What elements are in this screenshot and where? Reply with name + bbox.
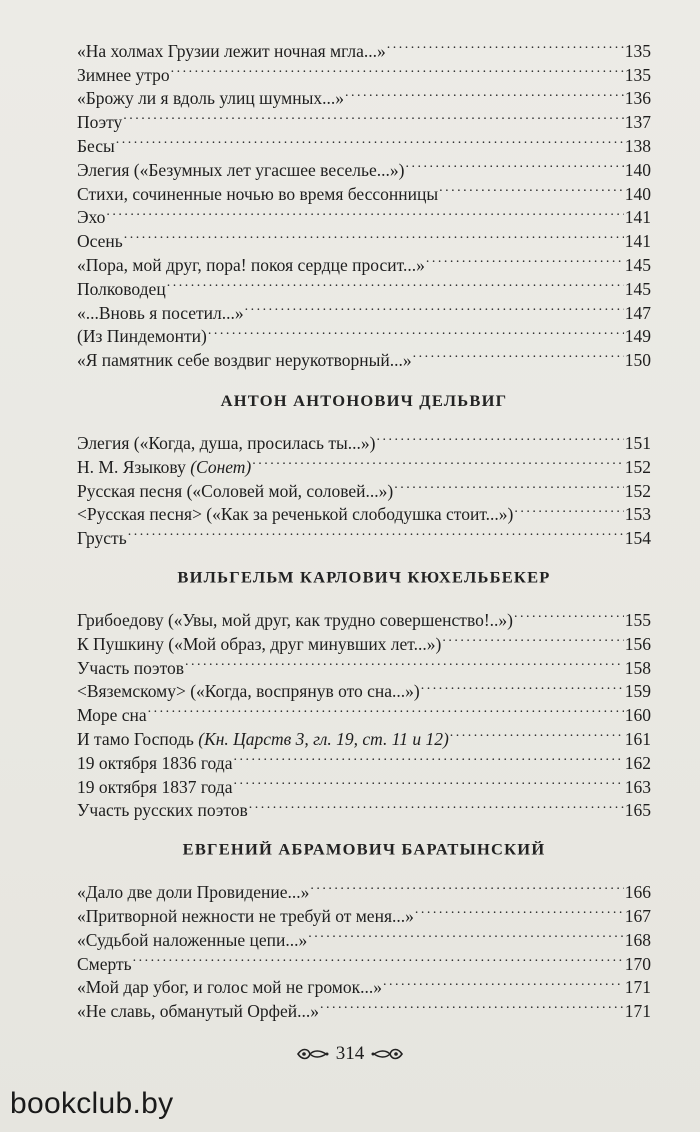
leader-dots xyxy=(124,223,624,247)
toc-section xyxy=(77,425,651,549)
entry-title-main: И тамо Господь xyxy=(77,728,194,749)
entry-title: <Русская песня> («Как за реченькой слободушка стоит...») xyxy=(77,504,514,525)
entry-title: Стихи, сочиненные ночью во время бессонницы xyxy=(77,183,439,204)
leader-dots xyxy=(128,520,624,544)
entry-title: «Брожу ли я вдоль улиц шумных...» xyxy=(77,88,344,109)
entry-title: «Я памятник себе воздвиг нерукотворный...» xyxy=(77,350,412,371)
entry-page: 158 xyxy=(624,657,651,678)
entry-page: 156 xyxy=(624,633,651,654)
entry-title: «Мой дар убог, и голос мой не громок...» xyxy=(77,977,382,998)
entry-title: Осень xyxy=(77,231,123,252)
entry-title: <Вяземскому> («Когда, воспрянув ото сна...») xyxy=(77,681,420,702)
entry-title: Поэту xyxy=(77,112,123,133)
toc-entry xyxy=(77,946,651,974)
entry-title: «Дало две доли Провидение...» xyxy=(77,882,310,903)
leader-dots xyxy=(310,874,623,898)
leader-dots xyxy=(426,247,624,271)
leader-dots xyxy=(116,128,624,152)
leader-dots xyxy=(442,626,623,650)
toc-entry xyxy=(77,104,651,133)
entry-page: 165 xyxy=(624,800,651,821)
entry-page: 152 xyxy=(624,456,651,477)
entry-title: Участь русских поэтов xyxy=(77,800,248,821)
entry-page: 138 xyxy=(624,135,651,156)
leader-dots xyxy=(383,970,624,994)
entry-title: Полководец xyxy=(77,278,166,299)
entry-title: «На холмах Грузии лежит ночная мгла...» xyxy=(77,40,386,61)
entry-title: «...Вновь я посетил...» xyxy=(77,302,244,323)
section-heading: ВИЛЬГЕЛЬМ КАРЛОВИЧ КЮХЕЛЬБЕКЕР xyxy=(177,568,551,587)
leader-dots xyxy=(405,152,623,176)
toc-section xyxy=(77,602,651,821)
section-heading: ЕВГЕНИЙ АБРАМОВИЧ БАРАТЫНСКИЙ xyxy=(182,840,546,859)
ornament-right-icon xyxy=(370,1046,404,1062)
toc-entry xyxy=(77,152,651,180)
entry-title: Элегия («Когда, душа, просилась ты...») xyxy=(77,432,376,453)
leader-dots xyxy=(514,602,624,626)
entry-title-main: Н. М. Языкову xyxy=(77,456,186,477)
entry-page: 136 xyxy=(624,88,651,109)
toc-entry xyxy=(77,602,651,630)
toc-entry xyxy=(77,520,651,549)
toc-entry xyxy=(77,721,651,749)
ornament-left-icon xyxy=(296,1046,330,1062)
leader-dots xyxy=(439,176,624,200)
page-footer xyxy=(0,1043,700,1065)
toc-entry xyxy=(77,247,651,275)
entry-page: 145 xyxy=(624,254,651,275)
entry-page: 170 xyxy=(624,953,651,974)
entry-title: Грибоедову («Увы, мой друг, как трудно совершенство!..») xyxy=(77,609,514,630)
toc-entry xyxy=(77,970,651,998)
entry-page: 171 xyxy=(624,977,651,998)
entry-page: 141 xyxy=(624,231,651,252)
entry-page: 154 xyxy=(624,528,651,549)
leader-dots xyxy=(171,57,624,81)
leader-dots xyxy=(133,946,624,970)
entry-title: Зимнее утро xyxy=(77,64,170,85)
entry-page: 168 xyxy=(624,929,651,950)
toc-entry xyxy=(77,200,651,228)
leader-dots xyxy=(413,342,624,366)
entry-title: 19 октября 1836 года xyxy=(77,752,233,773)
entry-page: 166 xyxy=(624,882,651,903)
entry-page: 161 xyxy=(624,728,651,749)
leader-dots xyxy=(233,769,623,793)
entry-title: К Пушкину («Мой образ, друг минувших лет...») xyxy=(77,633,442,654)
entry-title: 19 октября 1837 года xyxy=(77,776,233,797)
entry-page: 149 xyxy=(624,326,651,347)
watermark-text: bookclub.by xyxy=(10,1087,174,1120)
leader-dots xyxy=(320,993,624,1017)
entry-page: 150 xyxy=(624,350,651,371)
entry-page: 167 xyxy=(624,905,651,926)
entry-page: 135 xyxy=(624,64,651,85)
entry-title: Эхо xyxy=(77,207,106,228)
entry-page: 160 xyxy=(624,705,651,726)
entry-page: 151 xyxy=(624,432,651,453)
entry-title: «Пора, мой друг, пора! покоя сердце просит...» xyxy=(77,254,425,275)
page-number: 314 xyxy=(335,1043,365,1064)
entry-page: 162 xyxy=(624,752,651,773)
leader-dots xyxy=(421,674,624,698)
entry-title xyxy=(77,456,251,480)
entry-page: 159 xyxy=(624,681,651,702)
entry-title: Море сна xyxy=(77,705,147,726)
leader-dots xyxy=(106,200,623,224)
leader-dots xyxy=(514,497,623,521)
entry-page: 140 xyxy=(624,183,651,204)
toc-entry xyxy=(77,33,651,61)
entry-title-italic: (Кн. Царств 3, гл. 19, ст. 11 и 12) xyxy=(198,728,449,749)
leader-dots xyxy=(387,33,624,57)
leader-dots xyxy=(148,697,624,721)
entry-page: 135 xyxy=(624,40,651,61)
entry-title: Смерть xyxy=(77,953,132,974)
toc-entry xyxy=(77,223,651,252)
leader-dots xyxy=(376,425,623,449)
entry-title: «Судьбой наложенные цепи...» xyxy=(77,929,308,950)
leader-dots xyxy=(233,745,623,769)
leader-dots xyxy=(185,650,624,674)
entry-title: Грусть xyxy=(77,528,127,549)
table-of-contents xyxy=(77,33,651,1022)
entry-title: Участь поэтов xyxy=(77,657,184,678)
entry-page: 137 xyxy=(624,112,651,133)
leader-dots xyxy=(415,898,624,922)
leader-dots xyxy=(167,271,624,295)
entry-title: Элегия («Безумных лет угасшее веселье...») xyxy=(77,159,405,180)
leader-dots xyxy=(245,295,624,319)
entry-title: «Не славь, обманутый Орфей...» xyxy=(77,1001,319,1022)
leader-dots xyxy=(450,721,624,745)
entry-title: «Притворной нежности не требуй от меня...» xyxy=(77,905,414,926)
entry-page: 141 xyxy=(624,207,651,228)
leader-dots xyxy=(252,449,623,473)
entry-page: 155 xyxy=(624,609,651,630)
leader-dots xyxy=(123,104,623,128)
leader-dots xyxy=(249,793,624,817)
entry-page: 163 xyxy=(624,776,651,797)
leader-dots xyxy=(345,81,624,105)
entry-page: 145 xyxy=(624,278,651,299)
toc-section xyxy=(77,874,651,1022)
toc-entry xyxy=(77,697,651,726)
leader-dots xyxy=(394,473,624,497)
entry-page: 140 xyxy=(624,159,651,180)
entry-page: 147 xyxy=(624,302,651,323)
entry-title: (Из Пиндемонти) xyxy=(77,326,207,347)
entry-title: Бесы xyxy=(77,135,115,156)
entry-page: 152 xyxy=(624,480,651,501)
toc-section xyxy=(77,33,651,371)
entry-title-italic: (Сонет) xyxy=(190,456,252,477)
leader-dots xyxy=(208,319,624,343)
toc-entry xyxy=(77,128,651,156)
entry-page: 153 xyxy=(624,504,651,525)
toc-entry xyxy=(77,874,651,903)
entry-page: 171 xyxy=(624,1001,651,1022)
section-heading: АНТОН АНТОНОВИЧ ДЕЛЬВИГ xyxy=(220,391,508,410)
leader-dots xyxy=(308,922,624,946)
entry-title: Русская песня («Соловей мой, соловей...») xyxy=(77,480,394,501)
toc-entry xyxy=(77,425,651,453)
